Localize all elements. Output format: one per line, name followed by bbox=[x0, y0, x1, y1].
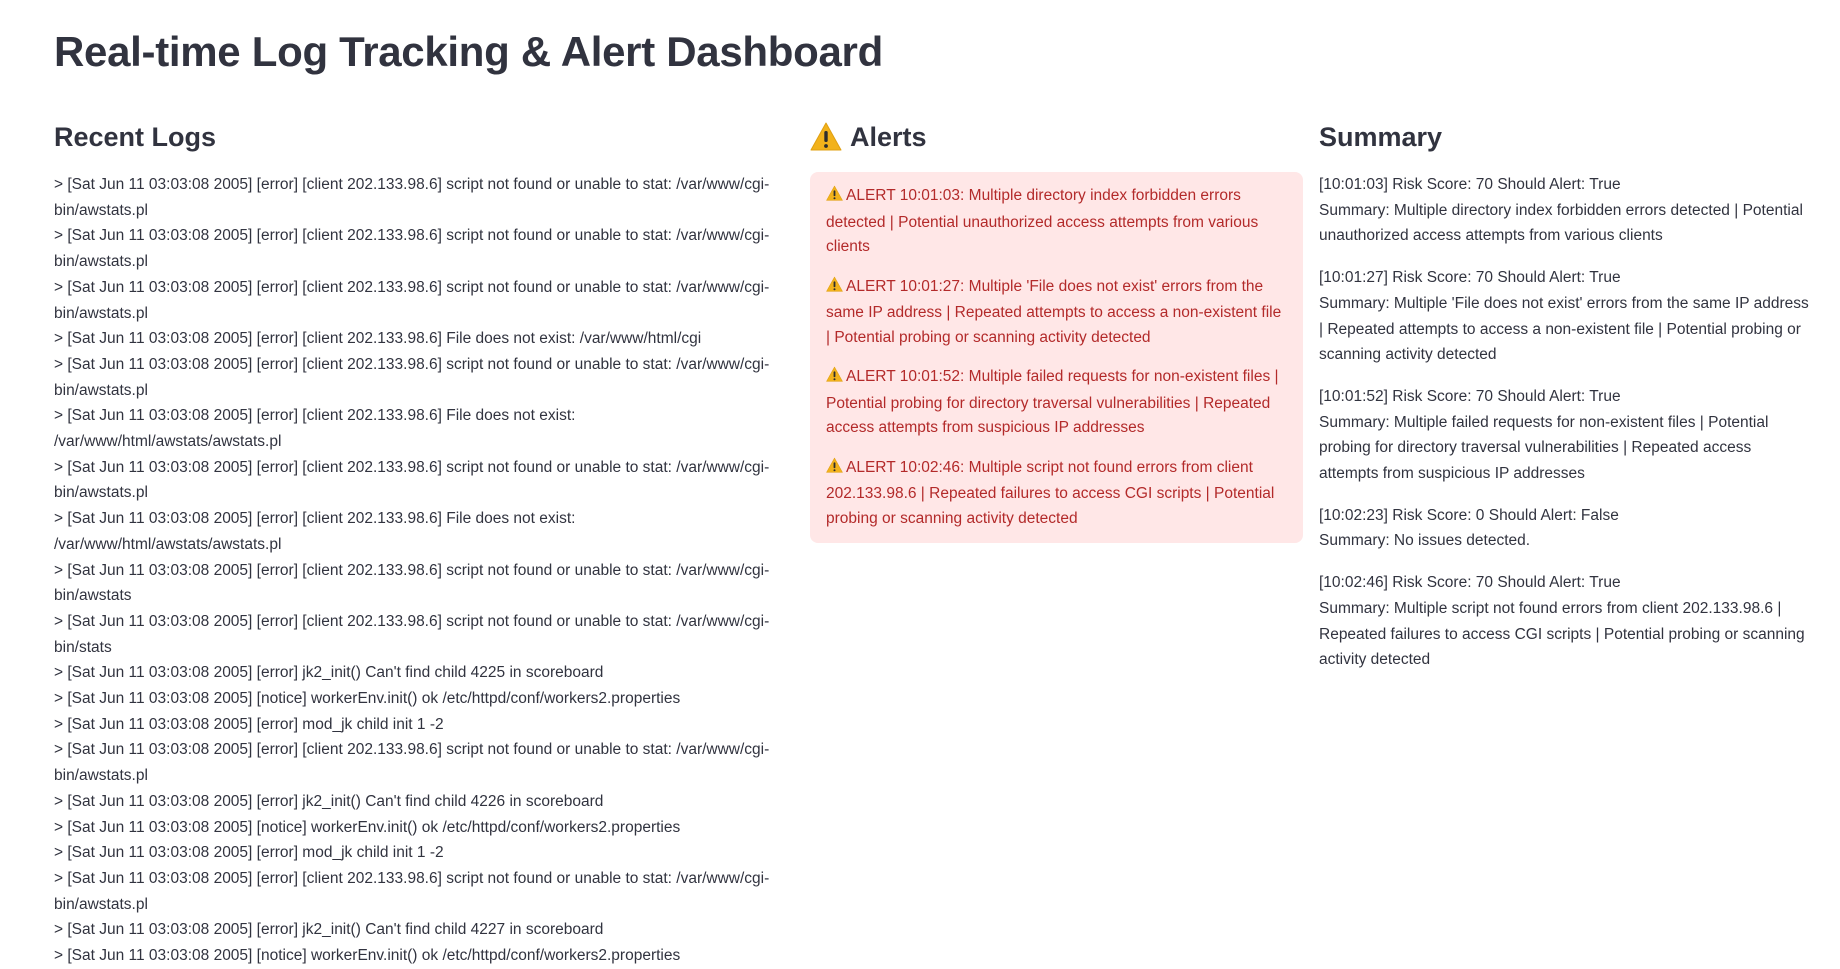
log-list bbox=[54, 172, 794, 969]
alerts-section bbox=[810, 118, 1303, 969]
log-line: > [Sat Jun 11 03:03:08 2005] [notice] workerEnv.init() ok /etc/httpd/conf/workers2.properties bbox=[54, 818, 681, 836]
log-line: > [Sat Jun 11 03:03:08 2005] [error] jk2_init() Can't find child 4227 in scoreboard bbox=[54, 921, 604, 939]
alert-box bbox=[810, 172, 1303, 543]
log-line: > [Sat Jun 11 03:03:08 2005] [error] [client 202.133.98.6] script not found or unable to stat: /var/www/cgi-bin/awstats.pl bbox=[54, 227, 770, 271]
recent-logs-heading-label: Recent Logs bbox=[54, 122, 217, 152]
alerts-heading bbox=[810, 118, 1303, 156]
log-line: > [Sat Jun 11 03:03:08 2005] [error] [client 202.133.98.6] script not found or unable to stat: /var/www/cgi-bin/awstats.pl bbox=[54, 176, 770, 219]
summary-entry bbox=[1319, 172, 1809, 249]
log-line: > [Sat Jun 11 03:03:08 2005] [notice] workerEnv.init() ok /etc/httpd/conf/workers2.properties bbox=[54, 690, 681, 708]
warning-icon bbox=[826, 457, 843, 483]
log-line: > [Sat Jun 11 03:03:08 2005] [error] mod_jk child init 1 -2 bbox=[54, 715, 444, 733]
summary-heading bbox=[1319, 118, 1809, 156]
log-line: > [Sat Jun 11 03:03:08 2005] [error] [client 202.133.98.6] script not found or unable to stat: /var/www/cgi-bin/awstats.pl bbox=[54, 741, 770, 785]
summary-entry-header: [10:01:03] Risk Score: 70 Should Alert: True bbox=[1319, 176, 1621, 193]
summary-entry-header: [10:02:46] Risk Score: 70 Should Alert: True bbox=[1319, 574, 1621, 592]
log-line: > [Sat Jun 11 03:03:08 2005] [error] jk2_init() Can't find child 4226 in scoreboard bbox=[54, 792, 604, 810]
warning-icon bbox=[826, 185, 843, 211]
summary-entry-header: [10:02:23] Risk Score: 0 Should Alert: False bbox=[1319, 506, 1619, 524]
summary-entry bbox=[1319, 384, 1809, 487]
summary-entry bbox=[1319, 265, 1809, 368]
summary-section bbox=[1319, 118, 1809, 969]
alert-text: ALERT 10:01:27: Multiple 'File does not exist' errors from the same IP address | Repeated attempts to access a non-existent file | Potential probing or scanning activity detected bbox=[826, 277, 1282, 346]
warning-icon bbox=[826, 366, 843, 392]
alert-item bbox=[826, 184, 1287, 260]
log-line: > [Sat Jun 11 03:03:08 2005] [error] [client 202.133.98.6] File does not exist: /var/www/html/awstats/awstats.pl bbox=[54, 510, 576, 553]
log-line: > [Sat Jun 11 03:03:08 2005] [error] [client 202.133.98.6] script not found or unable to stat: /var/www/cgi-bin/awstats.pl bbox=[54, 458, 770, 502]
summary-entry bbox=[1319, 570, 1809, 673]
summary-entry-text: Summary: Multiple failed requests for non-existent files | Potential probing for directory traversal vulnerabilities | Repeated access attempts from suspicious IP addresses bbox=[1319, 413, 1769, 483]
alerts-heading-label: Alerts bbox=[850, 122, 927, 152]
log-line: > [Sat Jun 11 03:03:08 2005] [error] [client 202.133.98.6] script not found or unable to stat: /var/www/cgi-bin/stats bbox=[54, 612, 770, 656]
summary-entry-text: Summary: Multiple directory index forbidden errors detected | Potential unauthorized access attempts from various clients bbox=[1319, 201, 1803, 245]
log-line: > [Sat Jun 11 03:03:08 2005] [error] [client 202.133.98.6] script not found or unable to stat: /var/www/cgi-bin/awstats.pl bbox=[54, 869, 770, 913]
dashboard-columns bbox=[54, 118, 1809, 969]
summary-entry-header: [10:01:52] Risk Score: 70 Should Alert: True bbox=[1319, 387, 1621, 405]
alert-item bbox=[826, 275, 1287, 351]
alert-text: ALERT 10:01:52: Multiple failed requests for non-existent files | Potential probing for directory traversal vulnerabilities | Repeated access attempts from suspicious IP addresses bbox=[826, 368, 1279, 436]
log-line: > [Sat Jun 11 03:03:08 2005] [error] mod_jk child init 1 -2 bbox=[54, 844, 444, 862]
recent-logs-section bbox=[54, 118, 794, 969]
recent-logs-heading bbox=[54, 118, 794, 156]
alert-text: ALERT 10:02:46: Multiple script not found errors from client 202.133.98.6 | Repeated failures to access CGI scripts | Potential probing or scanning activity detected bbox=[826, 458, 1275, 527]
page-title: Real-time Log Tracking & Alert Dashboard bbox=[54, 28, 883, 75]
log-line: > [Sat Jun 11 03:03:08 2005] [notice] workerEnv.init() ok /etc/httpd/conf/workers2.properties bbox=[54, 947, 681, 965]
log-line: > [Sat Jun 11 03:03:08 2005] [error] [client 202.133.98.6] script not found or unable to stat: /var/www/cgi-bin/awstats bbox=[54, 561, 770, 605]
summary-entry-text: Summary: Multiple script not found errors from client 202.133.98.6 | Repeated failures to access CGI scripts | Potential probing or scanning activity detected bbox=[1319, 599, 1805, 669]
log-line: > [Sat Jun 11 03:03:08 2005] [error] jk2_init() Can't find child 4225 in scoreboard bbox=[54, 664, 604, 682]
log-line: > [Sat Jun 11 03:03:08 2005] [error] [client 202.133.98.6] File does not exist: /var/www/html/awstats/awstats.pl bbox=[54, 407, 576, 451]
summary-list bbox=[1319, 172, 1809, 673]
summary-heading-label: Summary bbox=[1319, 122, 1443, 152]
warning-icon bbox=[826, 276, 843, 302]
warning-icon bbox=[810, 121, 842, 153]
log-line: > [Sat Jun 11 03:03:08 2005] [error] [client 202.133.98.6] File does not exist: /var/www/html/cgi bbox=[54, 330, 702, 348]
alert-item bbox=[826, 365, 1287, 441]
alert-item bbox=[826, 456, 1287, 532]
log-line: > [Sat Jun 11 03:03:08 2005] [error] [client 202.133.98.6] script not found or unable to stat: /var/www/cgi-bin/awstats.pl bbox=[54, 278, 770, 322]
summary-entry-text: Summary: Multiple 'File does not exist' errors from the same IP address | Repeated attempts to access a non-existent file | Potential probing or scanning activity detected bbox=[1319, 294, 1809, 364]
log-line: > [Sat Jun 11 03:03:08 2005] [error] [client 202.133.98.6] script not found or unable to stat: /var/www/cgi-bin/awstats.pl bbox=[54, 355, 770, 399]
summary-entry bbox=[1319, 503, 1809, 554]
alert-text: ALERT 10:01:03: Multiple directory index forbidden errors detected | Potential unauthorized access attempts from various clients bbox=[826, 187, 1259, 255]
summary-entry-text: Summary: No issues detected. bbox=[1319, 532, 1531, 550]
summary-entry-header: [10:01:27] Risk Score: 70 Should Alert: True bbox=[1319, 269, 1621, 287]
